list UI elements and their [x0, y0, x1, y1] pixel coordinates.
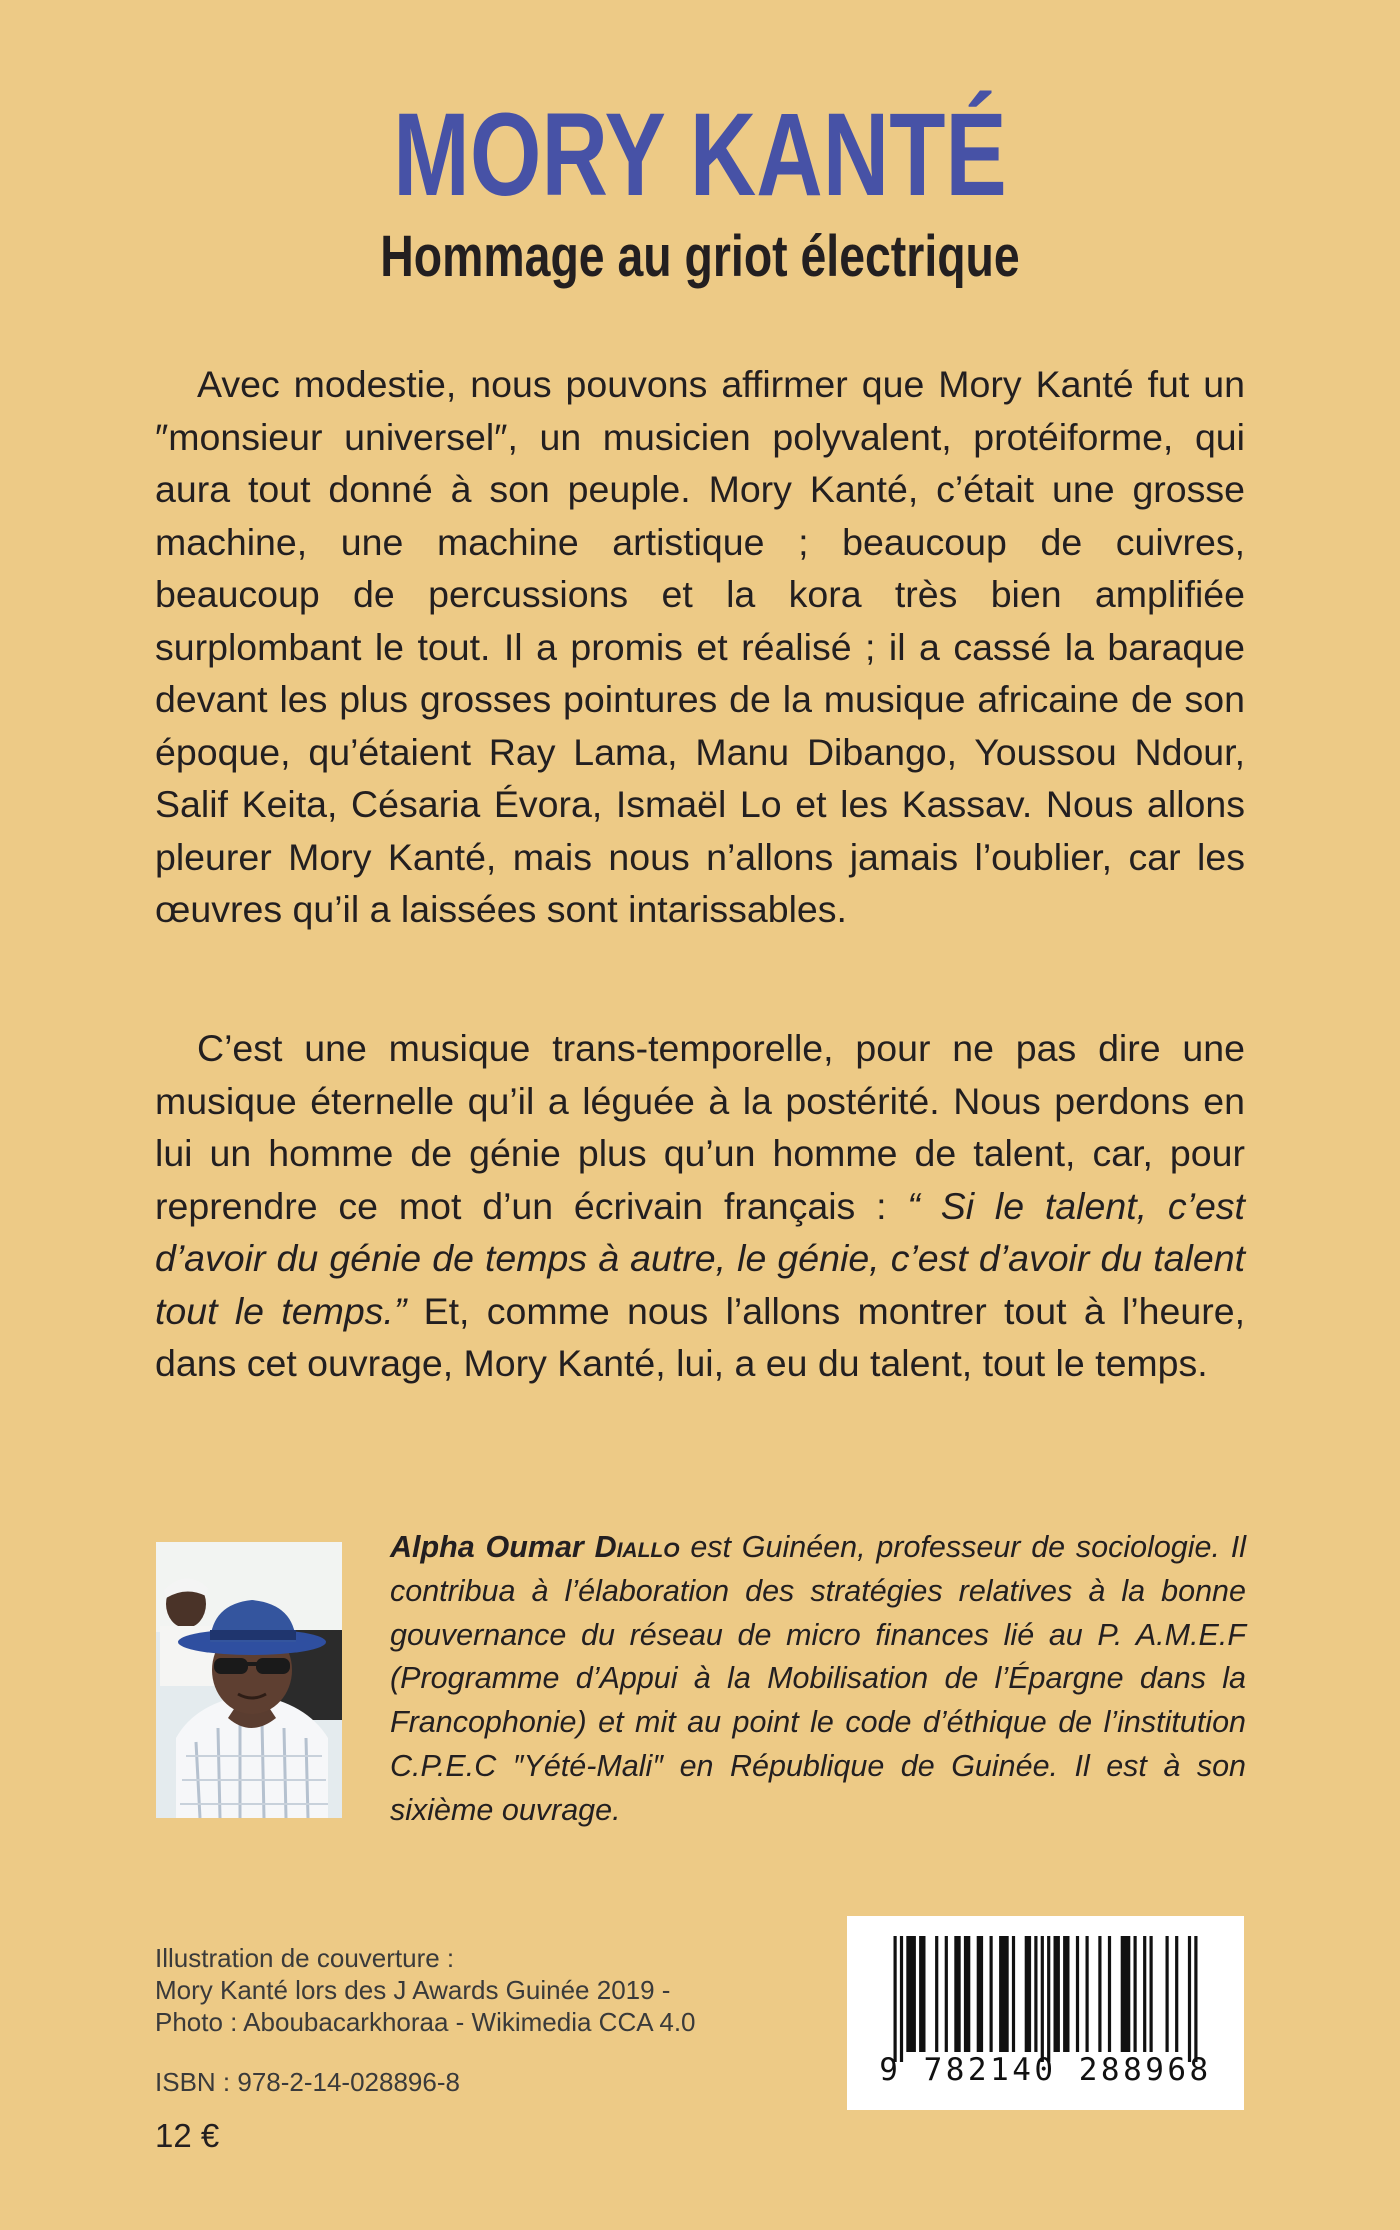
barcode [847, 1916, 1244, 2110]
barcode-bar [1012, 1936, 1015, 2052]
blurb-paragraph-1-text: Avec modestie, nous pouvons affirmer que Mory Kanté fut un ″monsieur universel″, un musicien polyvalent, protéiforme, qui aura tout donné à son peuple. Mory Kanté, c’était une grosse machine, une machine artistique ; beaucoup de cuivres, beaucoup de percussions et la kora très bien amplifiée surplombant le tout. Il a promis et réalisé ; il a cassé la baraque devant les plus grosses pointures de la musique africaine de son époque, qu’étaient Ray Lama, Manu Dibango, Youssou Ndour, Salif Keita, Césaria Évora, Ismaël Lo et les Kassav. Nous allons pleurer Mory Kanté, mais nous n’allons jamais l’oublier, car les œuvres qu’il a laissées sont intarissables. [155, 363, 1245, 930]
barcode-bar [1188, 1936, 1191, 2062]
barcode-bar [977, 1936, 983, 2052]
book-subtitle: Hommage au griot électrique [380, 224, 1020, 289]
author-bio-text: est Guinéen, professeur de sociologie. Il contribua à l’élaboration des stratégies relatives à la bonne gouvernance du réseau de micro finances lié au P. A.M.E.F (Programme d’Appui à la Mobilisation de l’Épargne dans la Francophonie) et mit au point le code d’éthique de l’institution C.P.E.C ″Yété-Mali″ en République de Guinée. Il est à son sixième ouvrage. [390, 1530, 1246, 1827]
barcode-digits: 9 782140 288968 [879, 2052, 1212, 2088]
credits-line-2: Mory Kanté lors des J Awards Guinée 2019 - [155, 1975, 671, 2005]
barcode-bar [935, 1936, 938, 2052]
barcode-bar [1134, 1936, 1137, 2052]
cover-credits [155, 1942, 795, 2038]
blurb-paragraph-2 [155, 1022, 1245, 1390]
barcode-bar [1098, 1936, 1101, 2052]
barcode-bar [1054, 1936, 1060, 2052]
barcode-bar [1076, 1936, 1079, 2052]
barcode-bar [1041, 1936, 1044, 2062]
barcode-bar [990, 1936, 993, 2052]
author-bio [390, 1526, 1246, 1833]
book-title: MORY KANTÉ [393, 89, 1007, 221]
barcode-bar [1047, 1936, 1050, 2062]
barcode-bar [964, 1936, 970, 2052]
credits-line-3: Photo : Aboubacarkhoraa - Wikimedia CCA 4.0 [155, 2007, 696, 2037]
barcode-bar [1108, 1936, 1111, 2052]
barcode-bar [1025, 1936, 1031, 2052]
blurb-paragraph-2-outro: Et, comme nous l’allons montrer tout à l’heure, dans cet ouvrage, Mory Kanté, lui, a eu du talent, tout le temps. [155, 1289, 1245, 1384]
barcode-bar [900, 1936, 903, 2062]
author-photo [156, 1542, 342, 1818]
credits-line-1: Illustration de couverture : [155, 1943, 455, 1973]
author-first-name: Alpha Oumar [390, 1530, 584, 1564]
author-last-name: Diallo [594, 1530, 680, 1564]
barcode-bar [1194, 1936, 1197, 2062]
barcode-bar [1086, 1936, 1089, 2052]
barcode-bar [1143, 1936, 1146, 2052]
author-photo-illustration [156, 1542, 342, 1818]
barcode-bar [1063, 1936, 1069, 2052]
blurb-paragraph-1 [155, 358, 1245, 936]
barcode-bar [1034, 1936, 1037, 2052]
barcode-bar [1150, 1936, 1153, 2052]
price: 12 € [155, 2117, 220, 2154]
barcode-bar [1166, 1936, 1169, 2052]
barcode-bar [919, 1936, 925, 2052]
barcode-bar [945, 1936, 948, 2052]
barcode-bar [1121, 1936, 1131, 2052]
barcode-bar [906, 1936, 916, 2052]
barcode-bar [954, 1936, 960, 2052]
blurb-paragraph-2-intro: C’est une musique trans-temporelle, pour ne pas dire une musique éternelle qu’il a léguée à la postérité. Nous perdons en lui un homme de génie plus qu’un homme de talent, car, pour reprendre ce mot d’un écrivain français : [155, 1027, 1245, 1227]
barcode-bar [1175, 1936, 1178, 2052]
barcode-bar [894, 1936, 897, 2062]
isbn: ISBN : 978-2-14-028896-8 [155, 2067, 460, 2097]
barcode-bar [999, 1936, 1009, 2052]
blurb-quote: “ Si le talent, c’est d’avoir du génie de temps à autre, le génie, c’est d’avoir du talent tout le temps.” [155, 1184, 1245, 1332]
